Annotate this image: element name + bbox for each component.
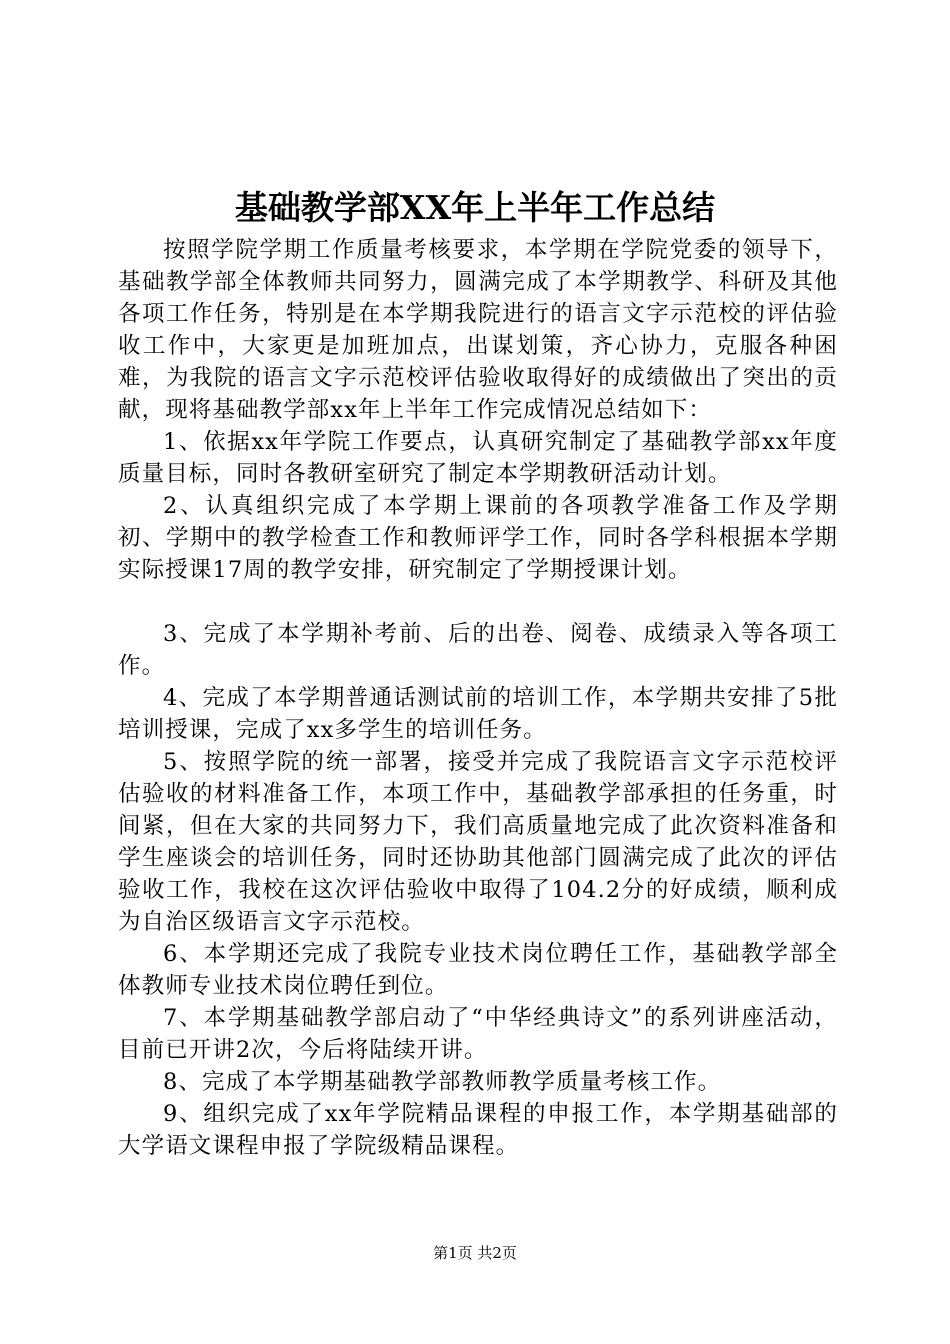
- item-paragraph-9: 9、组织完成了xx年学院精品课程的申报工作，本学期基础部的大学语文课程申报了学院级精品课程。: [118, 1101, 838, 1159]
- item-paragraph-8: 8、完成了本学期基础教学部教师教学质量考核工作。: [163, 1069, 722, 1095]
- item-paragraph-4: 4、完成了本学期普通话测试前的培训工作，本学期共安排了5批培训授课，完成了xx多学生的培训任务。: [118, 685, 838, 743]
- item-paragraph-6: 6、本学期还完成了我院专业技术岗位聘任工作，基础教学部全体教师专业技术岗位聘任到位。: [118, 941, 838, 999]
- item-paragraph-1: 1、依据xx年学院工作要点，认真研究制定了基础教学部xx年度质量目标，同时各教研室研究了制定本学期教研活动计划。: [118, 429, 838, 487]
- document-body: [118, 234, 838, 1162]
- page-footer: 第1页 共2页: [433, 1244, 517, 1262]
- item-paragraph-3: 3、完成了本学期补考前、后的出卷、阅卷、成绩录入等各项工作。: [118, 621, 838, 679]
- item-paragraph-7: 7、本学期基础教学部启动了“中华经典诗文”的系列讲座活动，目前已开讲2次，今后将陆续开讲。: [118, 1005, 838, 1063]
- item-paragraph-2: 2、认真组织完成了本学期上课前的各项教学准备工作及学期初、学期中的教学检查工作和教师评学工作，同时各学科根据本学期实际授课17周的教学安排，研究制定了学期授课计划。: [118, 493, 838, 583]
- document-title: 基础教学部XX年上半年工作总结: [234, 188, 716, 227]
- intro-paragraph: 按照学院学期工作质量考核要求，本学期在学院党委的领导下，基础教学部全体教师共同努力，圆满完成了本学期教学、科研及其他各项工作任务，特别是在本学期我院进行的语言文字示范校的评估验收工作中，大家更是加班加点，出谋划策，齐心协力，克服各种困难，为我院的语言文字示范校评估验收取得好的成绩做出了突出的贡献，现将基础教学部xx年上半年工作完成情况总结如下：: [118, 237, 838, 423]
- item-paragraph-5: 5、按照学院的统一部署，接受并完成了我院语言文字示范校评估验收的材料准备工作，本项工作中，基础教学部承担的任务重，时间紧，但在大家的共同努力下，我们高质量地完成了此次资料准备和学生座谈会的培训任务，同时还协助其他部门圆满完成了此次的评估验收工作，我校在这次评估验收中取得了104.2分的好成绩，顺利成为自治区级语言文字示范校。: [118, 749, 838, 935]
